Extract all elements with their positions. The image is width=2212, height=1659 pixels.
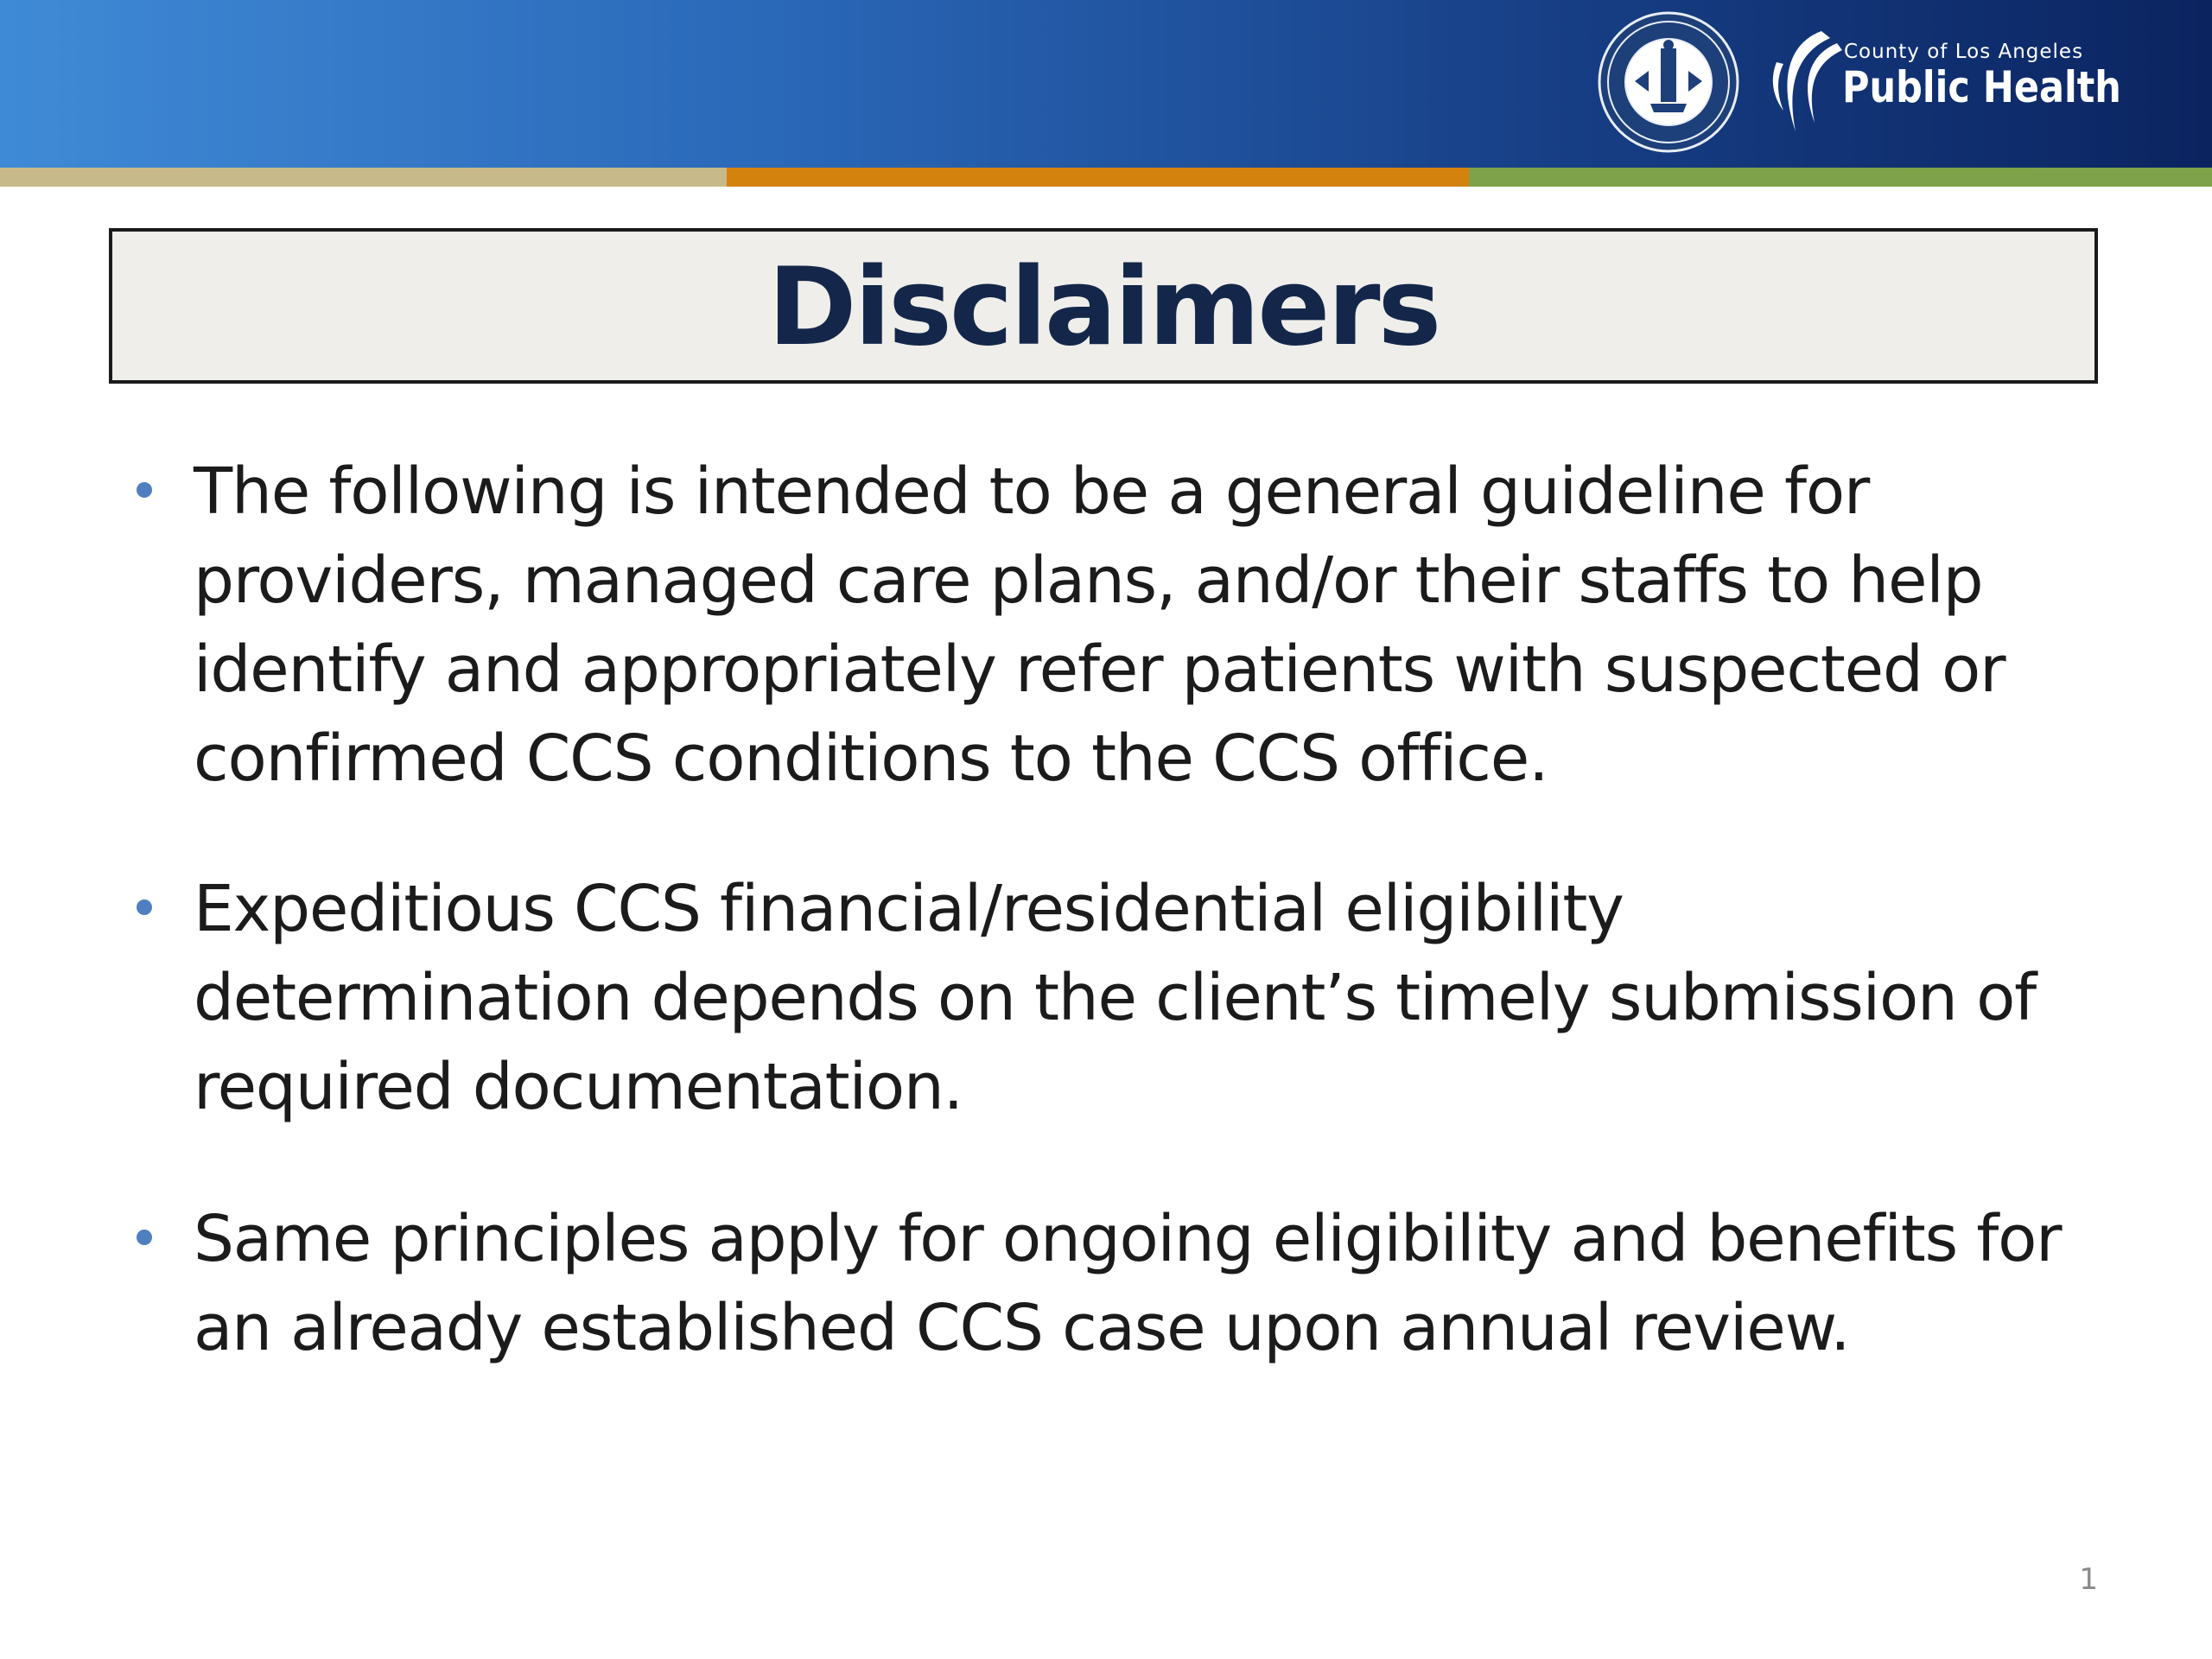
county-seal-icon	[1597, 10, 1740, 154]
bullet-line: identify and appropriately refer patients with suspected or	[194, 632, 2005, 707]
accent-stripe-1	[0, 168, 727, 187]
bullet-line: determination depends on the client’s timely submission of	[194, 961, 2037, 1035]
accent-stripe-3	[1469, 168, 2212, 187]
bullet-line: an already established CCS case upon annual review.	[194, 1291, 1850, 1365]
org-name-big: Public Health	[1842, 62, 2121, 112]
bullet-dot-icon	[137, 899, 152, 915]
org-name-small: County of Los Angeles	[1844, 41, 2084, 63]
bullet-dot-icon	[137, 1230, 152, 1245]
bullet-dot-icon	[137, 482, 152, 498]
bullet-line: providers, managed care plans, and/or their staffs to help	[194, 543, 1983, 618]
bullet-text	[194, 865, 2094, 1132]
bullet-line: Expeditious CCS financial/residential eligibility	[194, 872, 1624, 946]
page-number: 1	[2079, 1562, 2098, 1597]
bullet-line: required documentation.	[194, 1050, 963, 1124]
bullet-line: Same principles apply for ongoing eligibility and benefits for	[194, 1202, 2062, 1276]
bullet-line: confirmed CCS conditions to the CCS office.	[194, 721, 1548, 796]
title-box	[109, 228, 2098, 384]
bullet-text	[194, 448, 2094, 804]
bullet-line: The following is intended to be a general guideline for	[194, 454, 1870, 529]
public-health-logo-icon	[1770, 28, 1842, 135]
slide-title: Disclaimers	[767, 245, 1440, 370]
accent-stripe-2	[727, 168, 1469, 187]
bullet-text	[194, 1195, 2094, 1373]
header-banner	[0, 0, 2212, 168]
